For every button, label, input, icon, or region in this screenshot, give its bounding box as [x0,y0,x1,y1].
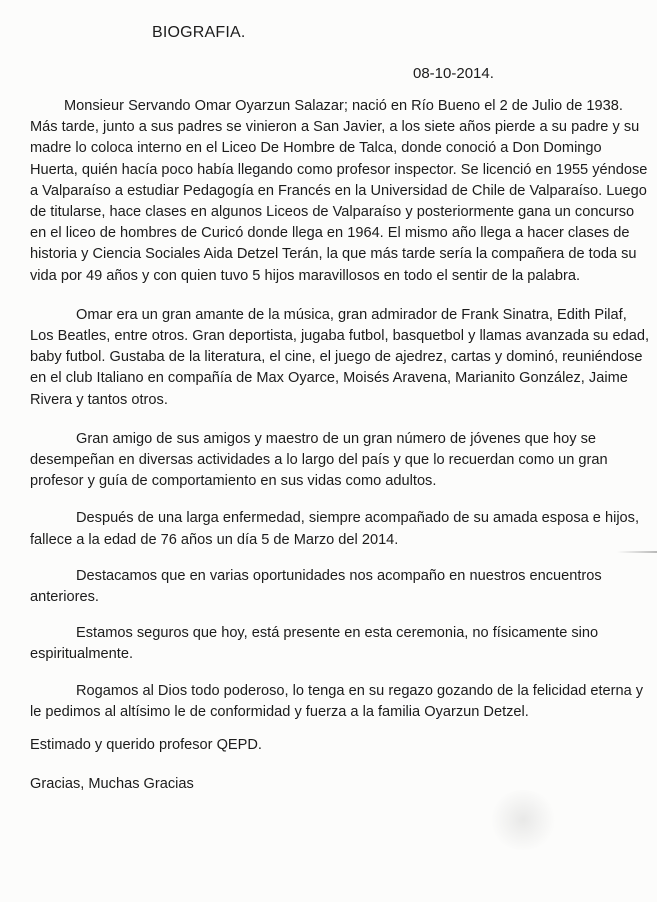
scan-artifact-line [617,551,657,553]
thanks-line: Gracias, Muchas Gracias [30,776,194,793]
closing-line: Estimado y querido profesor QEPD. [30,737,262,754]
paragraph-prayer: Rogamos al Dios todo poderoso, lo tenga en su regazo gozando de la felicidad eterna y le pedimos al altísimo le de conformidad y fuerza a la familia Oyarzun Detzel. [30,682,644,720]
paragraph-birth-and-career: Monsieur Servando Omar Oyarzun Salazar; nació en Río Bueno el 2 de Julio de 1938. Más tarde, junto a sus padres se vinieron a San Javier, a los siete años pierde a su padre y su madre lo coloca interno en el Liceo De Hombre de Talca, donde conoció a Don Domingo Huerta, quién hacía poco había llegando como profesor inspector. Se licenció en 1955 yéndose a Valparaíso a estudiar Pedagogía en Francés en la Universidad de Chile de Valparaíso. Luego de titularse, hace clases en algunos Liceos de Valparaíso y posteriormente gana un concurso en el liceo de hombres de Curicó donde llega en 1964. El mismo año llega a hacer clases de historia y Ciencia Sociales Aida Detzel Terán, la que más tarde sería la compañera de toda su vida por 49 años y con quien tuvo 5 hijos maravillosos en todo el sentir de la palabra. [30,98,648,284]
paragraph-present-in-spirit: Estamos seguros que hoy, está presente en esta ceremonia, no físicamente sino espiritualmente. [30,625,599,663]
paragraph-friend-and-teacher: Gran amigo de sus amigos y maestro de un gran número de jóvenes que hoy se desempeñan en diversas actividades a lo largo del país y que lo recuerdan como un gran profesor y guía de comportamiento en sus vidas como adultos. [30,430,608,490]
document-title: BIOGRAFIA. [152,24,246,41]
scan-smudge [488,790,558,850]
document-date: 08-10-2014. [413,65,494,82]
paragraph-passing: Después de una larga enfermedad, siempre acompañado de su amada esposa e hijos, fallece a la edad de 76 años un día 5 de Marzo del 2014. [30,510,640,548]
document-body [30,96,652,795]
paragraph-interests: Omar era un gran amante de la música, gran admirador de Frank Sinatra, Edith Pilaf, Los Beatles, entre otros. Gran deportista, jugaba futbol, basquetbol y llamas avanzada su edad, baby futbol. Gustaba de la literatura, el cine, el juego de ajedrez, cartas y dominó, reuniéndose en el club Italiano en compañía de Max Oyarce, Moisés Aravena, Marianito González, Jaime Rivera y tantos otros. [30,306,650,408]
paragraph-previous-meetings: Destacamos que en varias oportunidades nos acompaño en nuestros encuentros anteriores. [30,567,602,606]
